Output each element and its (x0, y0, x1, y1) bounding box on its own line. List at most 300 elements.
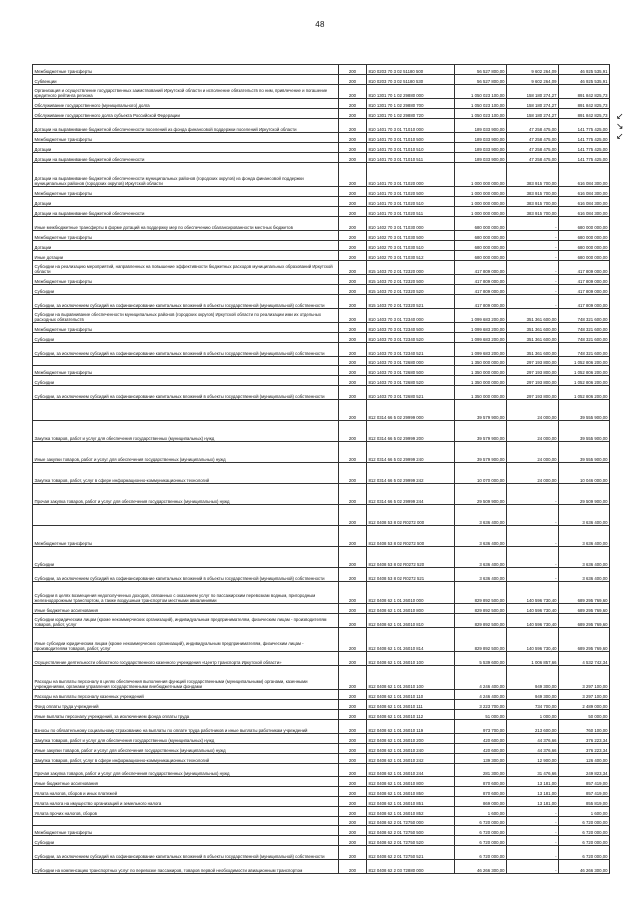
row-name-cell: Иные дотации (33, 251, 339, 261)
unexecuted-amount-cell: 141 775 425,00 (559, 133, 610, 143)
row-code-cell: 200 (339, 143, 367, 153)
executed-amount-cell: 949 300,00 (507, 690, 559, 700)
budget-execution-table (32, 64, 610, 874)
row-code-cell: 200 (339, 133, 367, 143)
unexecuted-amount-cell: 39 555 900,00 (559, 442, 610, 463)
unexecuted-amount-cell: 1 052 806 200,00 (559, 376, 610, 386)
row-code-cell: 200 (339, 628, 367, 652)
unexecuted-amount-cell: 3 636 400,00 (559, 505, 610, 526)
row-code-cell: 200 (339, 187, 367, 197)
row-code-cell: 200 (339, 231, 367, 241)
approved-amount-cell: 1 350 000 000,00 (455, 386, 507, 400)
unexecuted-amount-cell: 6 720 000,00 (559, 826, 610, 836)
budget-classification-code-cell: 812 0314 66 5 02 29999 244 (367, 484, 455, 505)
approved-amount-cell: 680 000 000,00 (455, 251, 507, 261)
budget-classification-code-cell: 810 1301 70 1 02 29880 700 (367, 99, 455, 109)
budget-classification-code-cell: 810 1401 70 3 01 71020 000 (367, 163, 455, 187)
approved-amount-cell: 973 700,00 (455, 720, 507, 734)
unexecuted-amount-cell: 748 321 600,00 (559, 323, 610, 333)
approved-amount-cell: 680 000 000,00 (455, 217, 507, 231)
unexecuted-amount-cell: 1 052 806 200,00 (559, 366, 610, 376)
budget-classification-code-cell: 810 1401 70 3 01 71020 511 (367, 207, 455, 217)
row-name-cell: Субсидии, за исключением субсидий на софинансирование капитальных вложений в объекты государственной (муниципальной) собственности (33, 846, 339, 860)
budget-classification-code-cell: 810 1401 70 3 01 71020 510 (367, 197, 455, 207)
table-row (33, 323, 610, 333)
budget-classification-code-cell: 815 1403 70 2 01 72320 520 (367, 285, 455, 295)
table-row (33, 484, 610, 505)
budget-classification-code-cell: 812 0408 62 2 03 72880 000 (367, 860, 455, 874)
budget-classification-code-cell: 815 1403 70 2 01 72320 521 (367, 295, 455, 309)
table-row (33, 826, 610, 836)
budget-classification-code-cell: 810 1402 70 3 01 71030 512 (367, 251, 455, 261)
unexecuted-amount-cell: 6 720 000,00 (559, 846, 610, 860)
table-row (33, 386, 610, 400)
approved-amount-cell: 680 000 000,00 (455, 231, 507, 241)
row-code-cell: 200 (339, 547, 367, 568)
row-name-cell: Субсидии, за исключением субсидий на софинансирование капитальных вложений в объекты государственной (муниципальной) собственности (33, 568, 339, 582)
approved-amount-cell: 1 000 000 000,00 (455, 197, 507, 207)
table-row (33, 231, 610, 241)
row-name-cell: Фонд оплаты труда учреждений (33, 700, 339, 710)
row-code-cell: 200 (339, 764, 367, 777)
executed-amount-cell: - (507, 807, 559, 817)
table-row (33, 700, 610, 710)
approved-amount-cell: 829 892 500,00 (455, 628, 507, 652)
budget-classification-code-cell: 812 0408 62 1 01 26010 810 (367, 614, 455, 628)
table-row (33, 720, 610, 734)
budget-classification-code-cell: 810 1402 70 3 01 71030 510 (367, 241, 455, 251)
row-code-cell: 200 (339, 261, 367, 275)
approved-amount-cell: 829 892 500,00 (455, 614, 507, 628)
unexecuted-amount-cell: 39 555 900,00 (559, 421, 610, 442)
budget-classification-code-cell: 812 0408 62 1 01 26010 111 (367, 700, 455, 710)
unexecuted-amount-cell: 10 046 000,00 (559, 463, 610, 484)
unexecuted-amount-cell: 857 419,00 (559, 787, 610, 797)
row-name-cell: Иные бюджетные ассигнования (33, 777, 339, 787)
row-code-cell: 200 (339, 860, 367, 874)
unexecuted-amount-cell: 748 321 600,00 (559, 343, 610, 357)
table-row (33, 376, 610, 386)
approved-amount-cell: 1 000 000 000,00 (455, 163, 507, 187)
budget-classification-code-cell: 810 1403 70 3 01 72680 500 (367, 366, 455, 376)
row-code-cell: 200 (339, 836, 367, 846)
budget-classification-code-cell: 812 0314 66 5 02 29999 240 (367, 442, 455, 463)
unexecuted-amount-cell: 3 297 100,00 (559, 690, 610, 700)
approved-amount-cell: 3 636 400,00 (455, 568, 507, 582)
table-row (33, 285, 610, 295)
approved-amount-cell: 417 809 000,00 (455, 295, 507, 309)
row-code-cell: 200 (339, 309, 367, 323)
row-name-cell: Уплата прочих налогов, сборов (33, 807, 339, 817)
budget-classification-code-cell: 812 0314 66 5 02 29999 200 (367, 421, 455, 442)
executed-amount-cell: - (507, 261, 559, 275)
approved-amount-cell: 39 579 900,00 (455, 421, 507, 442)
row-name-cell: Субсидии юридическим лицам (кроме некоммерческих организаций), индивидуальным предпринимателям, физическим лицам - производителям товаров, работ, услуг (33, 614, 339, 628)
executed-amount-cell: - (507, 275, 559, 285)
table-row (33, 734, 610, 744)
row-code-cell: 200 (339, 357, 367, 366)
executed-amount-cell: 734 700,00 (507, 700, 559, 710)
row-code-cell: 200 (339, 217, 367, 231)
unexecuted-amount-cell: 249 823,34 (559, 764, 610, 777)
table-row (33, 143, 610, 153)
row-code-cell: 200 (339, 153, 367, 163)
approved-amount-cell: 1 350 000 000,00 (455, 366, 507, 376)
executed-amount-cell: 24 000,00 (507, 400, 559, 421)
unexecuted-amount-cell: 141 775 425,00 (559, 153, 610, 163)
table-row (33, 295, 610, 309)
row-code-cell: 200 (339, 386, 367, 400)
executed-amount-cell: 12 900,00 (507, 754, 559, 764)
budget-classification-code-cell: 812 0408 62 2 01 72750 521 (367, 846, 455, 860)
table-row (33, 153, 610, 163)
table-row (33, 764, 610, 777)
row-name-cell: Межбюджетные трансферты (33, 826, 339, 836)
row-code-cell: 200 (339, 817, 367, 826)
table-row (33, 75, 610, 85)
budget-classification-code-cell: 812 0408 62 1 01 26010 242 (367, 754, 455, 764)
unexecuted-amount-cell: 141 775 425,00 (559, 119, 610, 133)
margin-arrow-icon: ↙ (616, 111, 624, 121)
row-code-cell: 200 (339, 463, 367, 484)
unexecuted-amount-cell: 680 000 000,00 (559, 231, 610, 241)
table-row (33, 836, 610, 846)
executed-amount-cell: - (507, 251, 559, 261)
row-name-cell: Закупка товаров, работ и услуг для обеспечения государственных (муниципальных) нужд (33, 734, 339, 744)
budget-classification-code-cell: 810 1403 70 3 01 72340 000 (367, 309, 455, 323)
table-row (33, 754, 610, 764)
unexecuted-amount-cell: 1 052 806 200,00 (559, 386, 610, 400)
approved-amount-cell: 420 600,00 (455, 744, 507, 754)
budget-classification-code-cell: 810 1403 70 3 01 72340 520 (367, 333, 455, 343)
table-row (33, 604, 610, 614)
executed-amount-cell: 351 361 600,00 (507, 343, 559, 357)
table-row (33, 85, 610, 99)
row-code-cell: 200 (339, 710, 367, 720)
budget-classification-code-cell: 812 0408 62 1 01 26010 119 (367, 720, 455, 734)
row-code-cell: 200 (339, 582, 367, 604)
budget-classification-code-cell: 810 1403 70 3 01 72680 000 (367, 357, 455, 366)
row-name-cell: Субсидии (33, 836, 339, 846)
executed-amount-cell: 31 476,66 (507, 764, 559, 777)
unexecuted-amount-cell: 126 400,00 (559, 754, 610, 764)
executed-amount-cell: 1 000,00 (507, 710, 559, 720)
unexecuted-amount-cell: 689 295 769,60 (559, 614, 610, 628)
unexecuted-amount-cell: 891 842 825,73 (559, 85, 610, 99)
approved-amount-cell: 680 000 000,00 (455, 241, 507, 251)
row-code-cell: 200 (339, 690, 367, 700)
executed-amount-cell: - (507, 846, 559, 860)
budget-classification-code-cell: 810 1401 70 3 01 71010 000 (367, 119, 455, 133)
row-code-cell: 200 (339, 275, 367, 285)
row-name-cell: Осуществление деятельности областного государственного казенного учреждения «Центр транспорта Иркутской области» (33, 652, 339, 666)
approved-amount-cell: 417 809 000,00 (455, 285, 507, 295)
budget-classification-code-cell: 810 1401 70 3 01 71010 500 (367, 133, 455, 143)
unexecuted-amount-cell: 376 223,34 (559, 734, 610, 744)
executed-amount-cell: 140 596 730,40 (507, 604, 559, 614)
table-row (33, 275, 610, 285)
row-code-cell: 200 (339, 99, 367, 109)
table-row (33, 690, 610, 700)
approved-amount-cell: 6 720 000,00 (455, 817, 507, 826)
budget-classification-code-cell: 810 1401 70 3 01 71010 511 (367, 153, 455, 163)
executed-amount-cell: - (507, 295, 559, 309)
row-code-cell: 200 (339, 333, 367, 343)
executed-amount-cell: - (507, 217, 559, 231)
unexecuted-amount-cell: 3 297 100,00 (559, 666, 610, 690)
approved-amount-cell: 56 527 800,00 (455, 65, 507, 75)
table-row (33, 666, 610, 690)
unexecuted-amount-cell: 6 720 000,00 (559, 817, 610, 826)
budget-classification-code-cell: 812 0408 62 1 01 26010 240 (367, 744, 455, 754)
executed-amount-cell: - (507, 860, 559, 874)
unexecuted-amount-cell: 1 600,00 (559, 807, 610, 817)
table-row (33, 860, 610, 874)
table-row (33, 710, 610, 720)
budget-classification-code-cell: 812 0408 62 1 01 26010 100 (367, 652, 455, 666)
row-code-cell: 200 (339, 734, 367, 744)
unexecuted-amount-cell: 39 555 900,00 (559, 400, 610, 421)
unexecuted-amount-cell: 616 084 300,00 (559, 207, 610, 217)
executed-amount-cell: 13 181,00 (507, 787, 559, 797)
row-code-cell: 200 (339, 505, 367, 526)
unexecuted-amount-cell: 616 084 300,00 (559, 197, 610, 207)
row-code-cell: 200 (339, 119, 367, 133)
table-row (33, 65, 610, 75)
approved-amount-cell: 869 000,00 (455, 797, 507, 807)
row-code-cell: 200 (339, 826, 367, 836)
approved-amount-cell: 6 720 000,00 (455, 826, 507, 836)
unexecuted-amount-cell: 680 000 000,00 (559, 251, 610, 261)
row-code-cell: 200 (339, 604, 367, 614)
row-name-cell: Межбюджетные трансферты (33, 323, 339, 333)
executed-amount-cell: - (507, 505, 559, 526)
row-name-cell: Субсидии на выравнивание обеспеченности муниципальных районов (городских округов) Иркутской области по реализации ими их отдельных расходных обязательств (33, 309, 339, 323)
table-row (33, 197, 610, 207)
row-name-cell: Закупка товаров, работ и услуг для обеспечения государственных (муниципальных) нужд (33, 421, 339, 442)
row-name-cell: Субсидии в целях возмещения недополученных доходов, связанных с оказанием услуг по пассажирским перевозкам водным, пригородным железнодорожным транспортом, а также воздушным транспортом местными авиалиниями (33, 582, 339, 604)
budget-classification-code-cell: 812 0408 62 2 01 72750 500 (367, 826, 455, 836)
row-name-cell (33, 400, 339, 421)
unexecuted-amount-cell: 3 636 400,00 (559, 526, 610, 547)
budget-classification-code-cell: 812 0314 66 5 02 29999 242 (367, 463, 455, 484)
budget-classification-code-cell: 812 0408 62 2 01 72750 520 (367, 836, 455, 846)
budget-classification-code-cell: 812 0408 62 1 01 26010 244 (367, 764, 455, 777)
table-row (33, 652, 610, 666)
approved-amount-cell: 1 050 023 100,00 (455, 109, 507, 119)
row-code-cell: 200 (339, 197, 367, 207)
unexecuted-amount-cell: 2 489 000,00 (559, 700, 610, 710)
unexecuted-amount-cell: 616 084 300,00 (559, 163, 610, 187)
budget-classification-code-cell: 810 0203 70 3 02 51180 500 (367, 65, 455, 75)
approved-amount-cell: 189 033 900,00 (455, 119, 507, 133)
unexecuted-amount-cell: 141 775 425,00 (559, 143, 610, 153)
row-name-cell: Межбюджетные трансферты (33, 65, 339, 75)
approved-amount-cell: 417 809 000,00 (455, 275, 507, 285)
row-code-cell: 200 (339, 652, 367, 666)
row-name-cell: Субсидии на компенсацию транспортных услуг по перевозке пассажиров, товаров первой необходимости авиационным транспортом (33, 860, 339, 874)
executed-amount-cell: 24 000,00 (507, 442, 559, 463)
approved-amount-cell: 1 000 000 000,00 (455, 207, 507, 217)
unexecuted-amount-cell: 689 295 769,60 (559, 628, 610, 652)
approved-amount-cell: 1 600,00 (455, 807, 507, 817)
row-name-cell: Закупка товаров, работ, услуг в сфере информационно-коммуникационных технологий (33, 754, 339, 764)
table-row (33, 207, 610, 217)
row-code-cell: 200 (339, 85, 367, 99)
executed-amount-cell: - (507, 526, 559, 547)
executed-amount-cell: 297 193 800,00 (507, 357, 559, 366)
executed-amount-cell: 13 181,00 (507, 797, 559, 807)
budget-classification-code-cell: 810 1403 70 3 01 72680 521 (367, 386, 455, 400)
executed-amount-cell: - (507, 241, 559, 251)
row-name-cell: Межбюджетные трансферты (33, 275, 339, 285)
row-name-cell (33, 357, 339, 366)
unexecuted-amount-cell: 4 532 742,34 (559, 652, 610, 666)
row-name-cell (33, 817, 339, 826)
budget-classification-code-cell: 812 0408 62 2 01 72750 000 (367, 817, 455, 826)
table-row (33, 547, 610, 568)
budget-classification-code-cell: 810 0203 70 3 02 51180 530 (367, 75, 455, 85)
budget-classification-code-cell: 812 0408 62 1 01 26010 000 (367, 582, 455, 604)
row-name-cell: Дотации на выравнивание бюджетной обеспеченности (33, 153, 339, 163)
row-code-cell: 200 (339, 323, 367, 333)
executed-amount-cell: 383 915 700,00 (507, 197, 559, 207)
row-code-cell: 200 (339, 285, 367, 295)
budget-classification-code-cell: 812 0408 62 1 01 26010 852 (367, 807, 455, 817)
row-name-cell: Субсидии (33, 376, 339, 386)
row-name-cell: Межбюджетные трансферты (33, 133, 339, 143)
unexecuted-amount-cell: 680 000 000,00 (559, 217, 610, 231)
unexecuted-amount-cell: 689 295 769,60 (559, 582, 610, 604)
unexecuted-amount-cell: 857 419,00 (559, 777, 610, 787)
row-name-cell: Межбюджетные трансферты (33, 526, 339, 547)
table-row (33, 797, 610, 807)
row-code-cell: 200 (339, 207, 367, 217)
row-name-cell: Расходы на выплаты персоналу казенных учреждений (33, 690, 339, 700)
executed-amount-cell: 9 602 264,09 (507, 65, 559, 75)
table-row (33, 357, 610, 366)
budget-classification-code-cell: 815 1403 70 2 01 72320 500 (367, 275, 455, 285)
approved-amount-cell: 6 720 000,00 (455, 846, 507, 860)
row-code-cell: 200 (339, 568, 367, 582)
table-row (33, 99, 610, 109)
executed-amount-cell: - (507, 285, 559, 295)
budget-classification-code-cell: 812 0408 53 8 02 R0272 520 (367, 547, 455, 568)
row-code-cell: 200 (339, 109, 367, 119)
row-code-cell: 200 (339, 295, 367, 309)
row-code-cell: 200 (339, 666, 367, 690)
budget-classification-code-cell: 810 1403 70 3 01 72680 520 (367, 376, 455, 386)
approved-amount-cell: 829 892 500,00 (455, 582, 507, 604)
row-code-cell: 200 (339, 163, 367, 187)
executed-amount-cell: - (507, 568, 559, 582)
budget-classification-code-cell: 810 1301 70 1 02 29880 000 (367, 85, 455, 99)
approved-amount-cell: 1 350 000 000,00 (455, 376, 507, 386)
executed-amount-cell: 13 181,00 (507, 777, 559, 787)
row-name-cell: Межбюджетные трансферты (33, 187, 339, 197)
executed-amount-cell: 158 180 274,27 (507, 109, 559, 119)
budget-classification-code-cell: 812 0408 53 8 02 R0272 521 (367, 568, 455, 582)
budget-classification-code-cell: 810 1403 70 3 01 72340 500 (367, 323, 455, 333)
approved-amount-cell: 4 246 400,00 (455, 666, 507, 690)
approved-amount-cell: 39 579 900,00 (455, 442, 507, 463)
approved-amount-cell: 3 636 400,00 (455, 505, 507, 526)
row-name-cell: Обслуживание государственного (муниципального) долга (33, 99, 339, 109)
table-row (33, 568, 610, 582)
row-name-cell: Дотации (33, 241, 339, 251)
executed-amount-cell: 1 006 857,66 (507, 652, 559, 666)
executed-amount-cell: 158 180 274,27 (507, 85, 559, 99)
table-row (33, 817, 610, 826)
row-name-cell: Субвенции (33, 75, 339, 85)
unexecuted-amount-cell: 760 100,00 (559, 720, 610, 734)
row-name-cell: Обслуживание государственного долга субъекта Российской Федерации (33, 109, 339, 119)
row-name-cell: Закупка товаров, работ, услуг в сфере информационно-коммуникационных технологий (33, 463, 339, 484)
table-row (33, 309, 610, 323)
unexecuted-amount-cell: 46 925 535,91 (559, 75, 610, 85)
budget-classification-code-cell: 810 1401 70 3 01 71010 510 (367, 143, 455, 153)
row-name-cell: Субсидии, за исключением субсидий на софинансирование капитальных вложений в объекты государственной (муниципальной) собственности (33, 386, 339, 400)
row-name-cell: Организация и осуществление государственных заимствований Иркутской области и исполнение обязательств по ним, привлечение и погашение кредитного рейтинга региона (33, 85, 339, 99)
approved-amount-cell: 1 099 683 200,00 (455, 333, 507, 343)
approved-amount-cell: 39 579 900,00 (455, 400, 507, 421)
row-name-cell: Иные выплаты персоналу учреждений, за исключением фонда оплаты труда (33, 710, 339, 720)
budget-classification-code-cell: 812 0408 53 8 02 R0272 500 (367, 526, 455, 547)
approved-amount-cell: 3 223 700,00 (455, 700, 507, 710)
budget-classification-code-cell: 812 0408 62 1 01 26010 851 (367, 797, 455, 807)
budget-classification-code-cell: 812 0408 62 1 01 26010 800 (367, 777, 455, 787)
budget-classification-code-cell: 812 0408 53 8 02 R0272 000 (367, 505, 455, 526)
table-row (33, 846, 610, 860)
unexecuted-amount-cell: 855 819,00 (559, 797, 610, 807)
margin-arrow-icon: ↘ (616, 121, 624, 131)
executed-amount-cell: 158 180 274,27 (507, 99, 559, 109)
row-name-cell (33, 505, 339, 526)
approved-amount-cell: 189 033 900,00 (455, 143, 507, 153)
executed-amount-cell: 44 376,66 (507, 734, 559, 744)
unexecuted-amount-cell: 3 636 400,00 (559, 547, 610, 568)
executed-amount-cell: 949 300,00 (507, 666, 559, 690)
row-code-cell: 200 (339, 777, 367, 787)
row-name-cell: Иные закупки товаров, работ и услуг для обеспечения государственных (муниципальных) нужд (33, 744, 339, 754)
row-name-cell: Дотации на выравнивание бюджетной обеспеченности муниципальных районов (городских округов) из фонда финансовой поддержки муниципальных районов (городских округов) Иркутской области (33, 163, 339, 187)
row-name-cell: Дотации (33, 143, 339, 153)
table-row (33, 109, 610, 119)
approved-amount-cell: 1 350 000 000,00 (455, 357, 507, 366)
row-code-cell: 200 (339, 787, 367, 797)
executed-amount-cell: 44 376,66 (507, 744, 559, 754)
approved-amount-cell: 139 300,00 (455, 754, 507, 764)
row-name-cell: Уплата налога на имущество организаций и земельного налога (33, 797, 339, 807)
approved-amount-cell: 1 099 683 200,00 (455, 343, 507, 357)
approved-amount-cell: 189 033 900,00 (455, 153, 507, 163)
row-code-cell: 200 (339, 251, 367, 261)
approved-amount-cell: 4 246 400,00 (455, 690, 507, 700)
approved-amount-cell: 870 600,00 (455, 787, 507, 797)
executed-amount-cell: 47 258 475,00 (507, 153, 559, 163)
executed-amount-cell: 47 258 475,00 (507, 143, 559, 153)
table-row (33, 251, 610, 261)
row-name-cell: Взносы по обязательному социальному страхованию на выплаты по оплате труда работников и иные выплаты работникам учреждений (33, 720, 339, 734)
budget-classification-code-cell: 812 0408 62 1 01 26010 100 (367, 666, 455, 690)
row-name-cell: Дотации (33, 197, 339, 207)
approved-amount-cell: 281 300,00 (455, 764, 507, 777)
approved-amount-cell: 6 720 000,00 (455, 836, 507, 846)
unexecuted-amount-cell: 689 295 769,60 (559, 604, 610, 614)
unexecuted-amount-cell: 46 266 300,00 (559, 860, 610, 874)
executed-amount-cell: 47 258 475,00 (507, 119, 559, 133)
row-code-cell: 200 (339, 754, 367, 764)
